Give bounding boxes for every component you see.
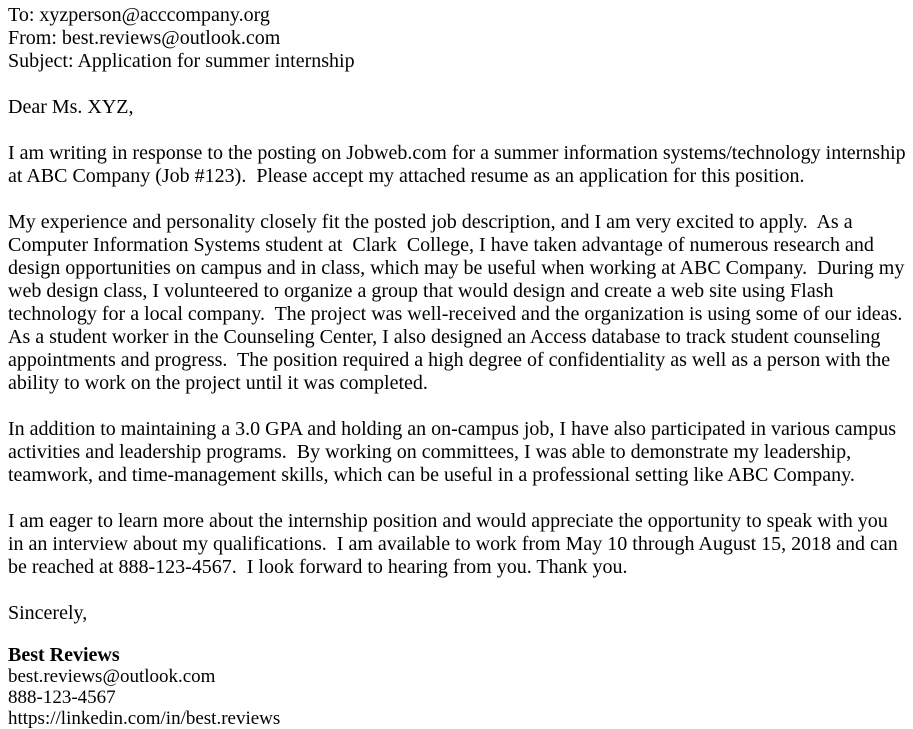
header-to: To: xyzperson@acccompany.org <box>8 4 270 26</box>
header-from: From: best.reviews@outlook.com <box>8 27 281 49</box>
paragraph-experience: My experience and personality closely fit the posted job description, and I am very excited to apply. As a Computer Information Systems student at Clark College, I have taken advantage of numerous research and design opportunities on campus and in class, which may be useful when working at ABC Company. During my web design class, I volunteered to organize a group that would design and create a web site using Flash technology for a local company. The project was well-received and the organization is using some of our ideas. As a student worker in the Counseling Center, I also designed an Access database to track student counseling appointments and progress. The position required a high degree of confidentiality as well as a person with the ability to work on the project until it was completed. <box>8 211 912 394</box>
closing: Sincerely, <box>8 602 88 624</box>
salutation: Dear Ms. XYZ, <box>8 96 134 118</box>
header-subject: Subject: Application for summer internship <box>8 50 355 72</box>
signature-block <box>8 645 908 729</box>
signature-email: best.reviews@outlook.com <box>8 666 216 687</box>
signature-phone: 888-123-4567 <box>8 687 116 708</box>
signature-linkedin-url: https://linkedin.com/in/best.reviews <box>8 708 281 729</box>
paragraph-intro: I am writing in response to the posting on Jobweb.com for a summer information systems/technology internship at ABC Company (Job #123). Please accept my attached resume as an application for this position. <box>8 142 911 187</box>
paragraph-activities: In addition to maintaining a 3.0 GPA and holding an on-campus job, I have also participated in various campus activities and leadership programs. By working on committees, I was able to demonstrate my leadership, teamwork, and time-management skills, which can be useful in a professional setting like ABC Company. <box>8 418 901 486</box>
paragraph-availability: I am eager to learn more about the internship position and would appreciate the opportunity to speak with you in an interview about my qualifications. I am available to work from May 10 through August 15, 2018 and can be reached at 888-123-4567. I look forward to hearing from you. Thank you. <box>8 510 903 578</box>
email-headers <box>8 4 908 73</box>
signature-name: Best Reviews <box>8 644 120 666</box>
